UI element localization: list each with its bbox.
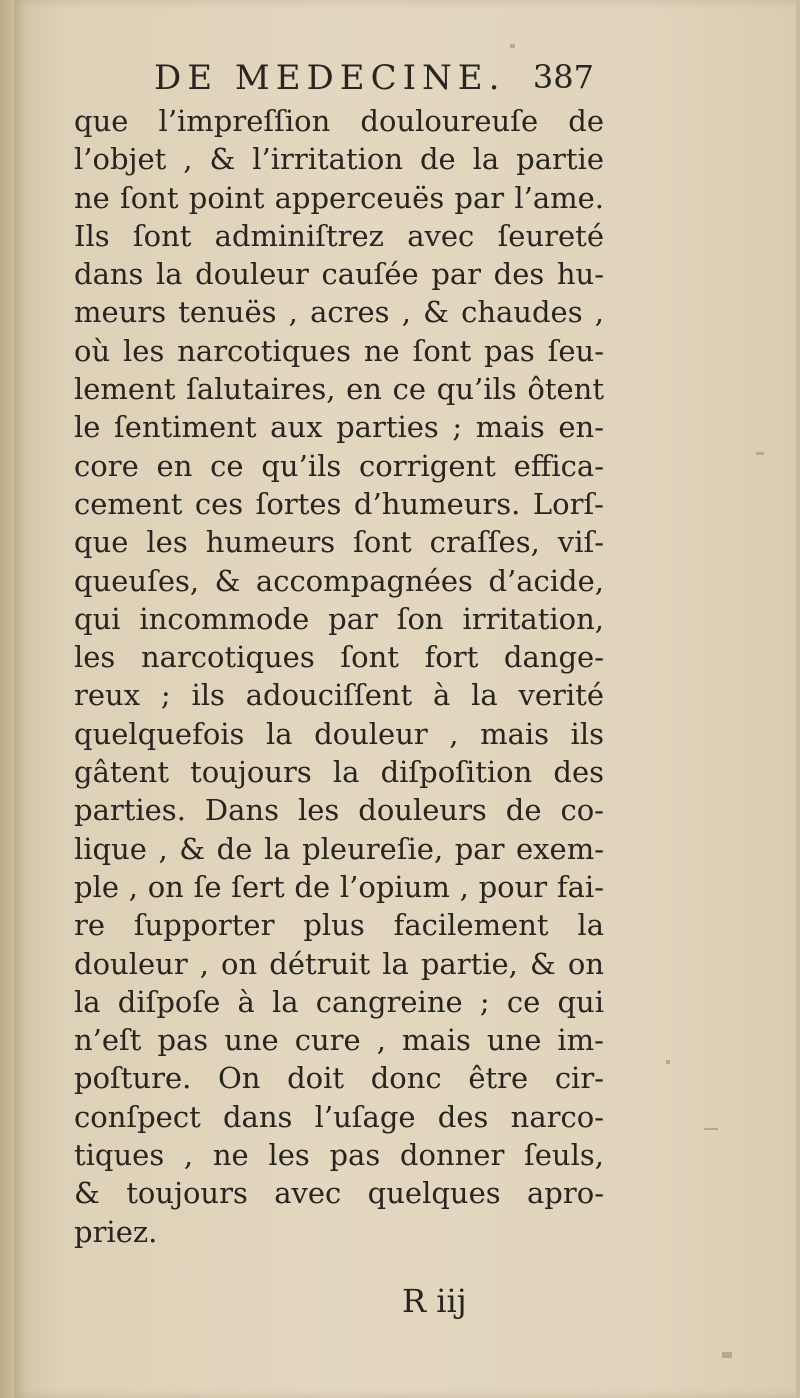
text-line: conſpect dans l’uſage des narco- [74,1099,604,1134]
text-line: lique , & de la pleureſie, par exem- [74,831,604,866]
text-line: parties. Dans les douleurs de co- [74,793,604,828]
text-line: quelquefois la douleur , mais ils [74,716,604,751]
page-number: 387 [532,58,594,96]
text-line: queuſes, & accompagnées d’acide, [74,563,604,598]
body-text [74,102,604,1251]
text-line: que les humeurs ſont craſſes, viſ- [74,525,604,560]
paper-speck [756,452,764,455]
text-line: que l’impreſſion douloureuſe de [74,104,604,138]
text-line: n’eſt pas une cure , mais une im- [74,1023,604,1058]
signature-mark: R iij [402,1282,467,1320]
text-line: douleur , on détruit la partie, & on [74,946,604,981]
text-line: & toujours avec quelques apro- [74,1176,604,1211]
text-line: core en ce qu’ils corrigent effica- [74,448,604,483]
paper-speck [722,1352,732,1358]
text-line: les narcotiques ſont fort dange- [74,640,604,675]
text-line: le ſentiment aux parties ; mais en- [74,410,604,445]
text-line: cement ces ſortes d’humeurs. Lorſ- [74,486,604,521]
paper-speck [666,1060,670,1064]
text-line: Ils ſont adminiſtrez avec ſeureté [74,218,604,253]
running-head: DE MEDECINE. [154,58,506,98]
text-line: lement ſalutaires, en ce qu’ils ôtent [74,372,604,407]
text-line: ple , on ſe ſert de l’opium , pour fai- [74,869,604,904]
text-line: l’objet , & l’irritation de la partie [74,142,604,177]
text-line: qui incommode par ſon irritation, [74,601,604,636]
text-line: ne ſont point apperceuës par l’ame. [74,180,604,215]
text-line: meurs tenuës , acres , & chaudes , [74,295,604,330]
text-line: reux ; ils adouciſſent à la verité [74,678,604,713]
page-edge [796,0,800,1398]
book-page [14,0,800,1398]
text-line: où les narcotiques ne ſont pas ſeu- [74,333,604,368]
page-header [154,58,594,102]
paper-speck [510,44,515,48]
text-line: gâtent toujours la diſpoſition des [74,755,604,790]
paper-speck [704,1128,718,1130]
text-line: re ſupporter plus facilement la [74,908,604,943]
page-gutter-shadow [0,0,14,1398]
text-line: tiques , ne les pas donner ſeuls, [74,1138,604,1173]
text-line: la diſpoſe à la cangreine ; ce qui [74,984,604,1019]
text-line: priez. [74,1214,158,1249]
text-line: dans la douleur cauſée par des hu- [74,257,604,292]
text-line: poſture. On doit donc être cir- [74,1061,604,1096]
